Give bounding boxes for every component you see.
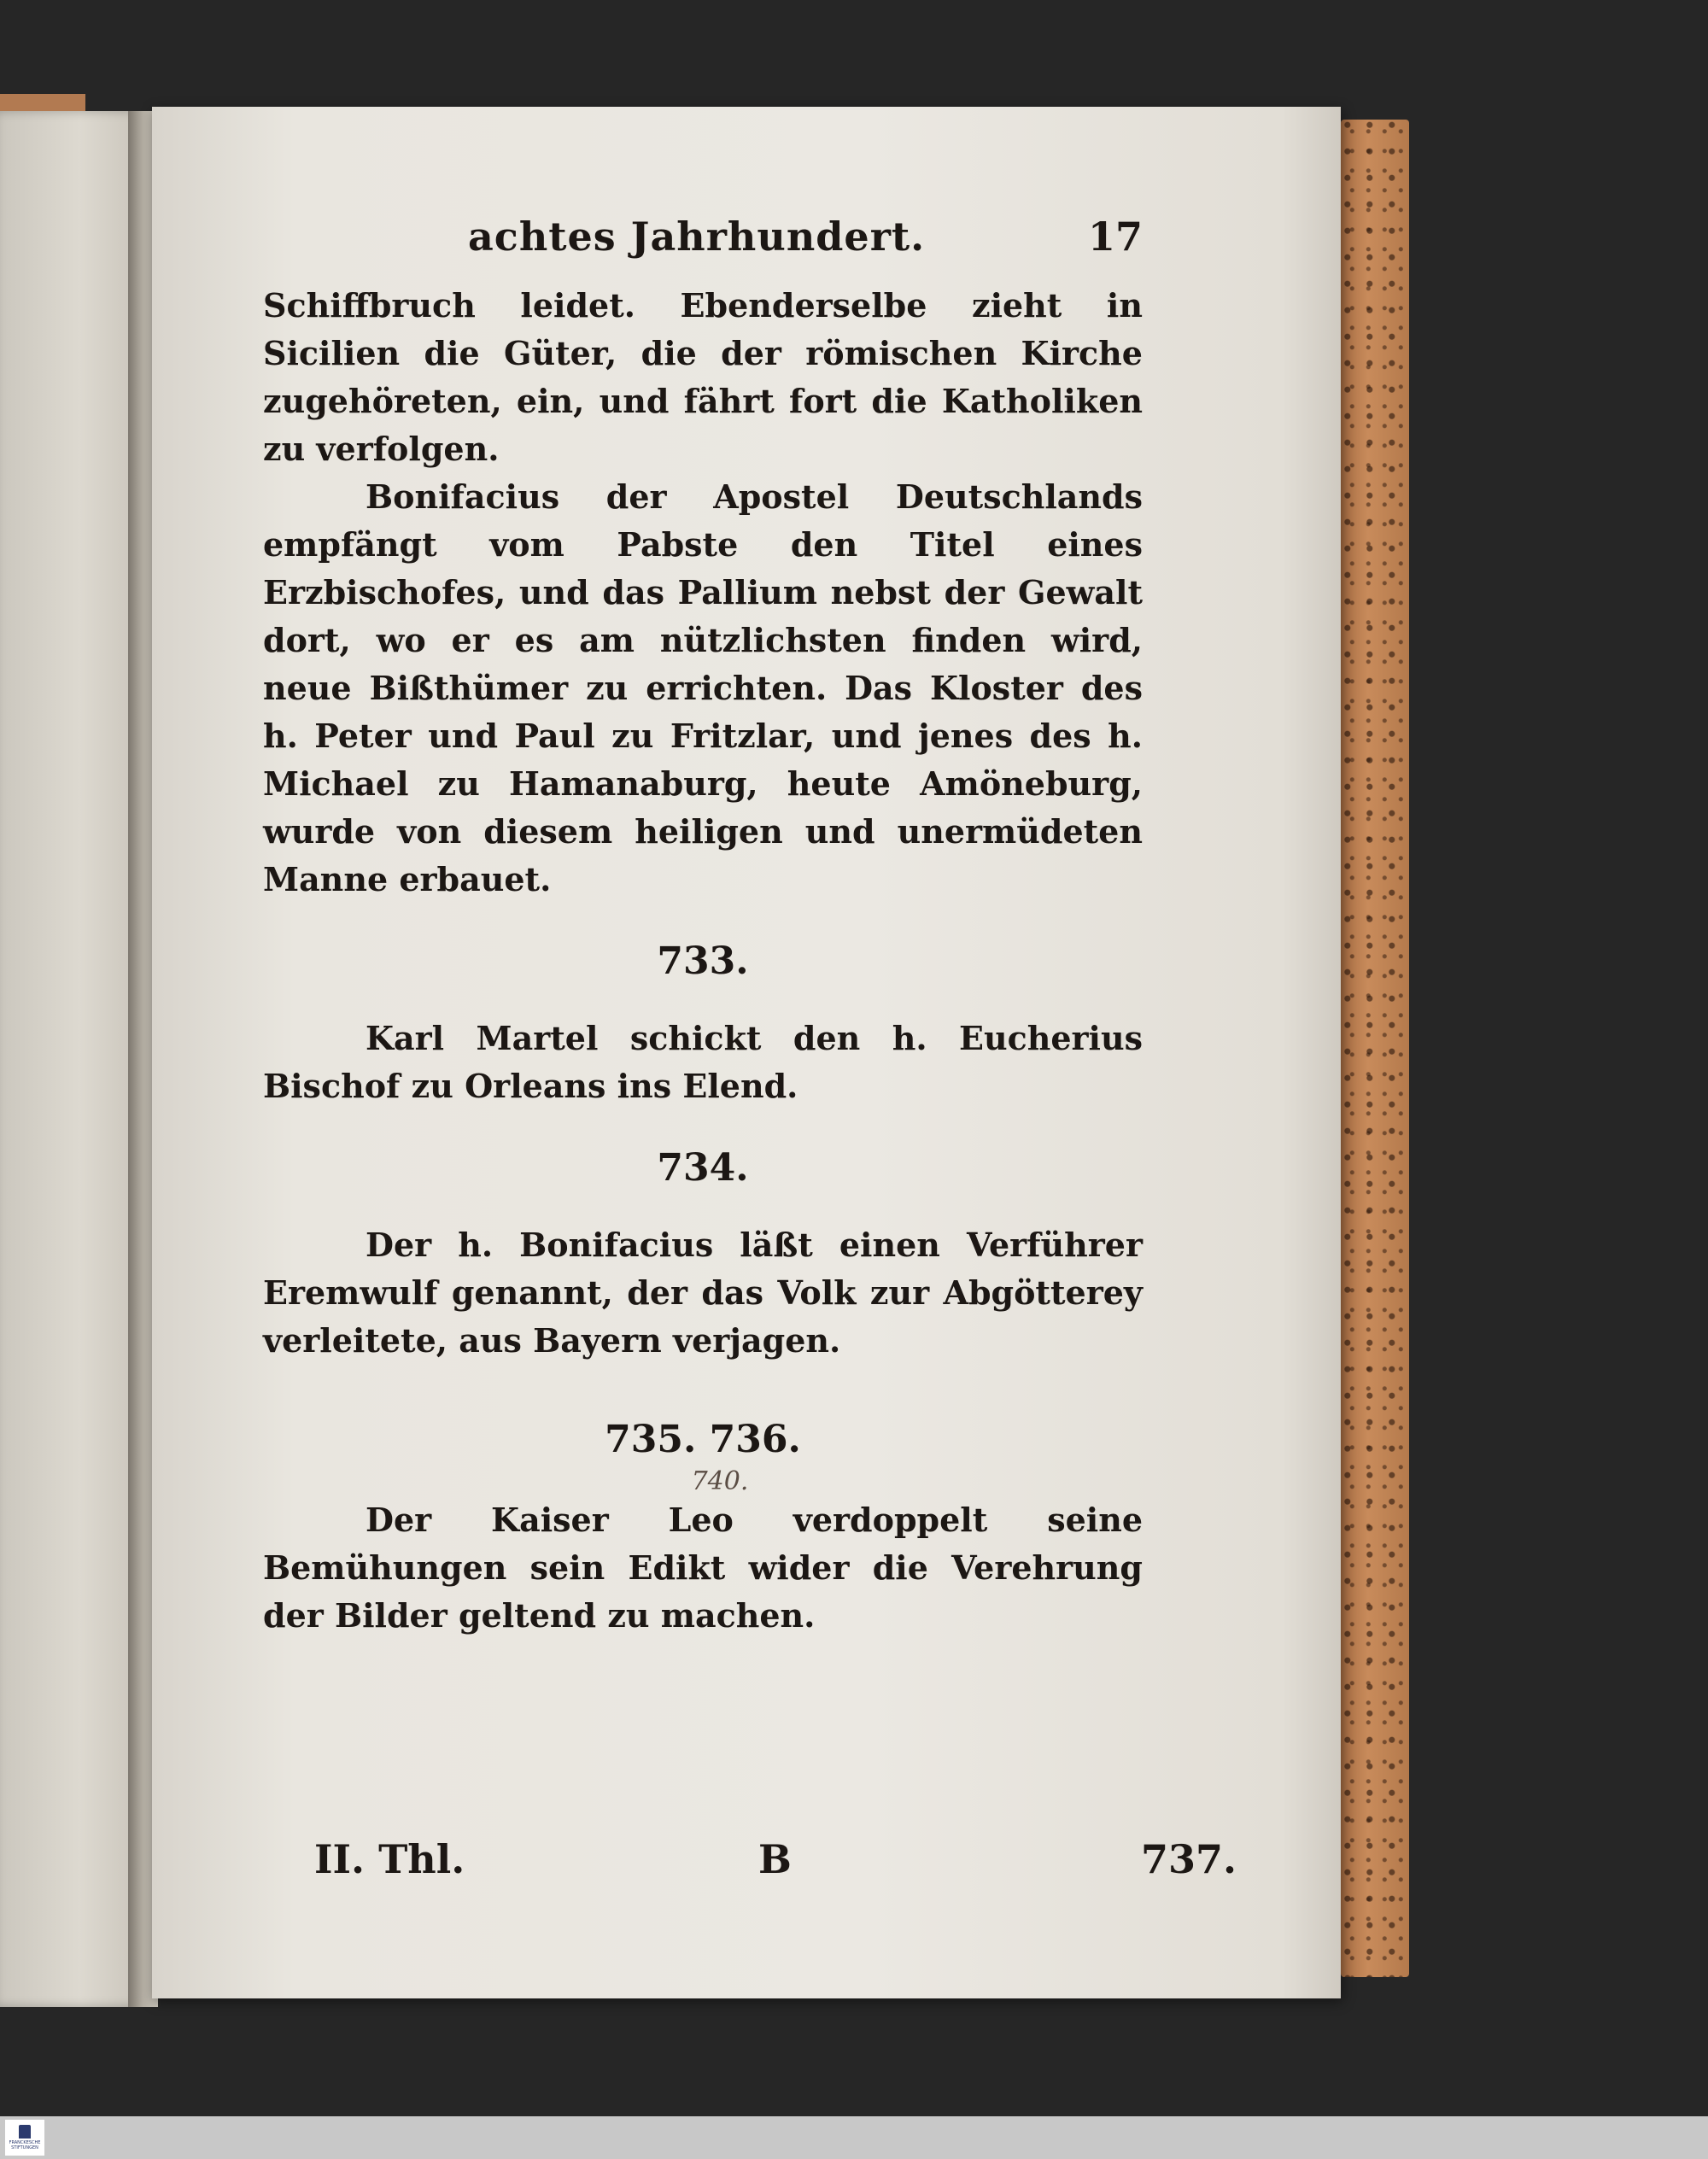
catchword: 737. xyxy=(1140,1836,1237,1882)
institution-logo xyxy=(5,2120,44,2156)
left-page xyxy=(0,111,145,2007)
paragraph-734: Der h. Bonifacius läßt einen Verführer Eremwulf genannt, der das Volk zur Abgötterey verleitete, aus Bayern verjagen. xyxy=(263,1226,1143,1360)
viewer-bottom-bar xyxy=(0,2116,1708,2159)
year-heading-735-736: 735. 736. xyxy=(605,1418,801,1461)
paragraph-bonifacius: Bonifacius der Apostel Deutschlands empfängt vom Pabste den Titel eines Erzbischofes, und das Pallium nebst der Gewalt dort, wo er es am nützlichsten finden wird, neue Bißthümer zu errichten. Das Kloster des h. Peter und Paul zu Fritzlar, und jenes des h. Michael zu Hamanaburg, heute Amöneburg, wurde von diesem heiligen und unermüdeten Manne erbauet. xyxy=(263,477,1143,898)
page-number: 17 xyxy=(1087,214,1143,260)
running-head xyxy=(263,214,1143,282)
year-heading-733: 733. xyxy=(657,939,749,983)
logo-icon xyxy=(19,2125,31,2139)
paragraph-continuation: Schiffbruch leidet. Ebenderselbe zieht in Sicilien die Güter, die der römischen Kirche zugehöreten, ein, und fährt fort die Katholiken zu verfolgen. xyxy=(263,286,1143,468)
book-cover-edge xyxy=(1341,120,1409,1977)
page-footer xyxy=(314,1836,1237,1887)
signature-volume: II. Thl. xyxy=(314,1836,465,1882)
handwritten-annotation: 740. xyxy=(691,1466,749,1496)
logo-text: FRANCKESCHE STIFTUNGEN xyxy=(9,2140,41,2150)
signature-mark: B xyxy=(758,1836,792,1882)
paragraph-733: Karl Martel schickt den h. Eucherius Bischof zu Orleans ins Elend. xyxy=(263,1019,1143,1105)
paragraph-735-736: Der Kaiser Leo verdoppelt seine Bemühungen sein Edikt wider die Verehrung der Bilder geltend zu machen. xyxy=(263,1501,1143,1635)
page-text-block xyxy=(263,214,1143,1640)
year-heading-734: 734. xyxy=(657,1146,749,1190)
book-page xyxy=(152,107,1341,1998)
running-title: achtes Jahrhundert. xyxy=(468,214,926,260)
